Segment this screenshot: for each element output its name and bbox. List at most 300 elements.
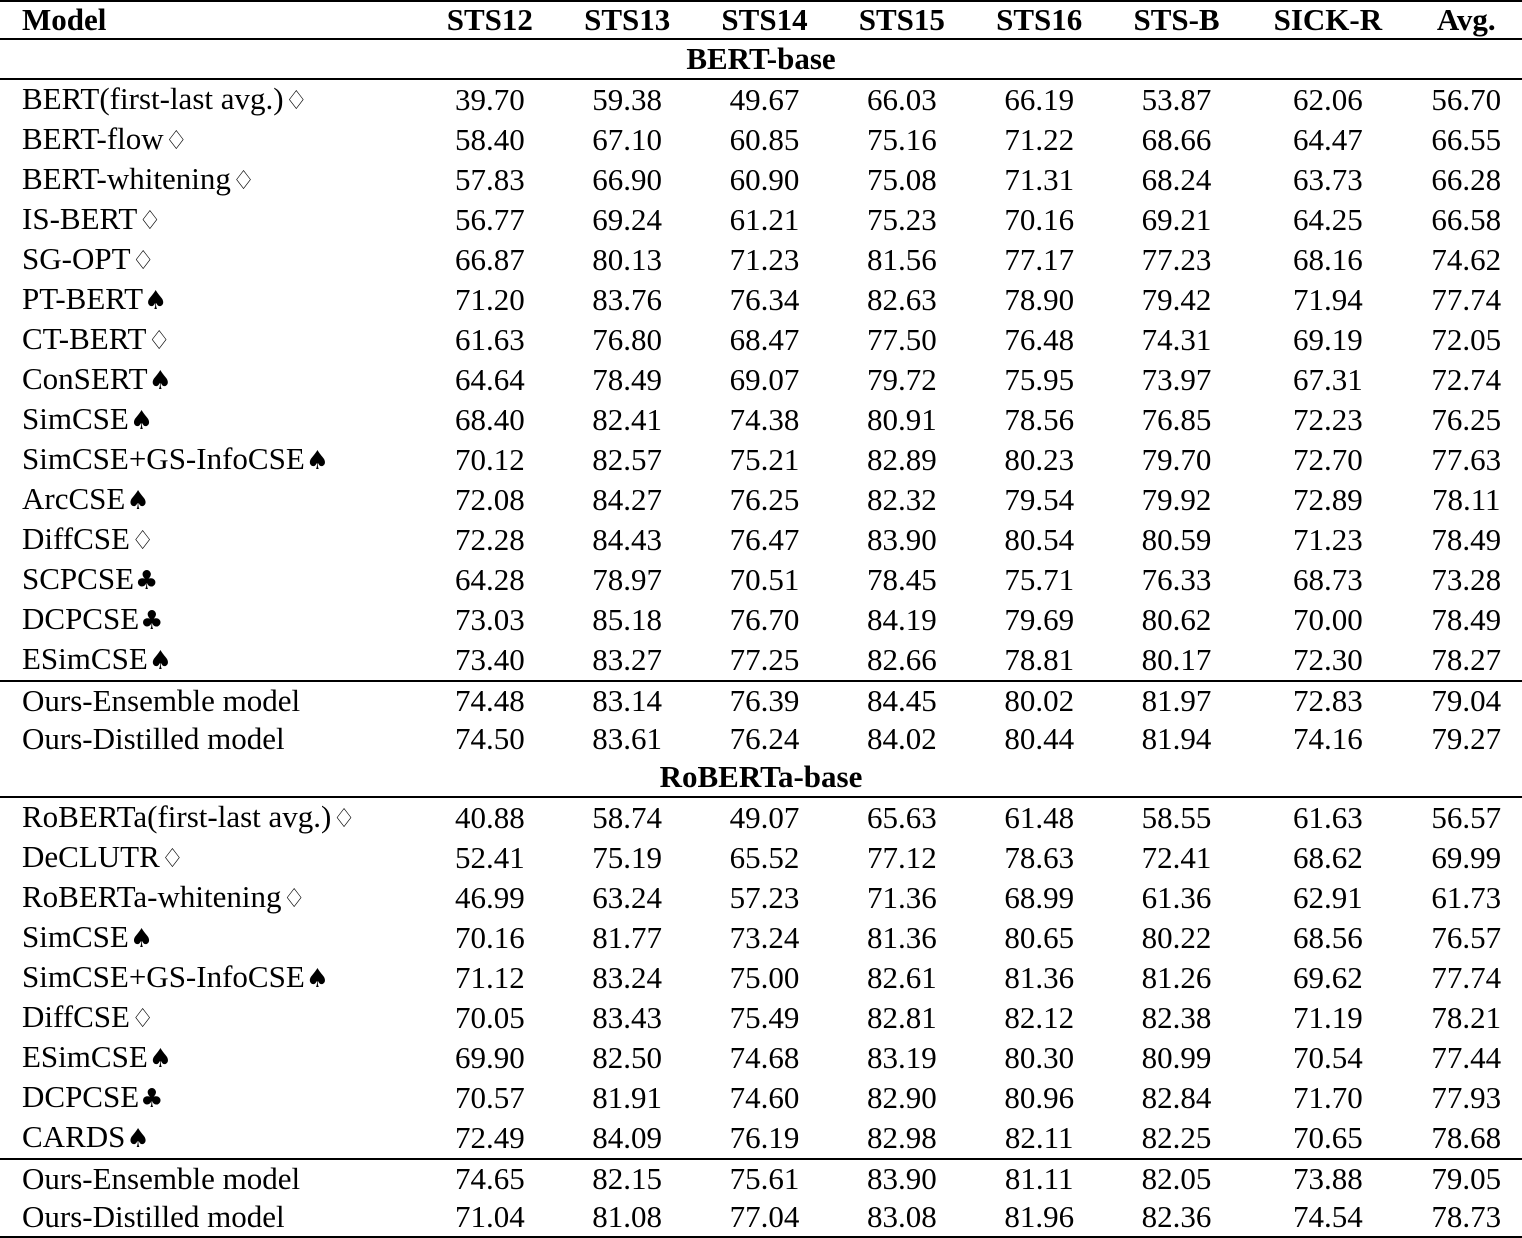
value-cell: 60.85: [729, 122, 800, 157]
value-cell: 72.74: [1431, 362, 1502, 397]
value-cell: 78.11: [1431, 482, 1501, 517]
value-cell: 74.48: [421, 681, 558, 720]
spade-icon: ♠: [305, 964, 330, 994]
model-cell: [0, 360, 421, 400]
value-cell: 81.94: [1141, 721, 1212, 756]
model-name: CARDS: [22, 1119, 126, 1154]
value-cell: 82.38: [1141, 1000, 1212, 1035]
value-cell: 58.55: [1141, 800, 1212, 835]
spade-icon: ♠: [126, 1124, 150, 1154]
value-cell: 76.48: [1004, 322, 1075, 357]
value-cell: 71.36: [866, 880, 937, 915]
value-cell: 63.24: [592, 880, 663, 915]
value-cell: 77.93: [1431, 1080, 1502, 1115]
value-cell: 72.08: [454, 482, 525, 517]
table-row: [0, 878, 1522, 918]
value-cell: 61.48: [1004, 800, 1075, 835]
value-cell: 82.61: [866, 960, 937, 995]
value-cell: 83.90: [833, 1159, 970, 1198]
model-name: Ours-Ensemble model: [0, 681, 421, 720]
value-cell: 69.21: [1141, 202, 1212, 237]
value-cell: 69.99: [1431, 840, 1502, 875]
diamond-outline-icon: ♢: [130, 1004, 155, 1034]
value-cell: 53.87: [1141, 82, 1212, 117]
model-name: BERT(first-last avg.): [22, 81, 284, 116]
value-cell: 72.89: [1292, 482, 1363, 517]
value-cell: 81.56: [866, 242, 937, 277]
value-cell: 70.57: [454, 1080, 525, 1115]
column-header-sts14: STS14: [696, 1, 833, 39]
diamond-outline-icon: ♢: [147, 326, 171, 356]
value-cell: 77.25: [729, 642, 800, 677]
value-cell: 84.43: [592, 522, 663, 557]
value-cell: 75.71: [1004, 562, 1075, 597]
column-header-avg: Avg.: [1410, 1, 1522, 39]
value-cell: 82.41: [592, 402, 663, 437]
spade-icon: ♠: [126, 486, 150, 516]
model-cell: [0, 640, 421, 681]
value-cell: 77.17: [1004, 242, 1075, 277]
value-cell: 72.49: [454, 1120, 525, 1155]
value-cell: 71.12: [454, 960, 525, 995]
value-cell: 80.59: [1141, 522, 1212, 557]
value-cell: 71.31: [1004, 162, 1075, 197]
value-cell: 80.23: [1004, 442, 1075, 477]
column-header-sts15: STS15: [833, 1, 970, 39]
value-cell: 76.25: [729, 482, 800, 517]
value-cell: 71.70: [1292, 1080, 1363, 1115]
model-name: Ours-Ensemble model: [0, 1159, 421, 1198]
model-cell: [0, 480, 421, 520]
value-cell: 39.70: [454, 82, 525, 117]
value-cell: 74.65: [421, 1159, 558, 1198]
value-cell: 74.62: [1431, 242, 1502, 277]
model-name: ESimCSE: [22, 1039, 148, 1074]
value-cell: 72.23: [1292, 402, 1363, 437]
club-icon: ♣: [140, 1084, 164, 1114]
value-cell: 80.96: [1004, 1080, 1075, 1115]
table-row: [0, 958, 1522, 998]
table-row: [0, 1078, 1522, 1118]
table-row: [0, 797, 1522, 838]
value-cell: 82.98: [866, 1120, 937, 1155]
value-cell: 76.24: [729, 721, 800, 756]
value-cell: 61.63: [454, 322, 525, 357]
value-cell: 46.99: [454, 880, 525, 915]
ours-row: [0, 681, 1522, 720]
model-name: ESimCSE: [22, 641, 148, 676]
model-cell: [0, 560, 421, 600]
value-cell: 78.68: [1431, 1120, 1502, 1155]
model-cell: [0, 958, 421, 998]
value-cell: 80.62: [1141, 602, 1212, 637]
model-name: BERT-whitening: [22, 161, 231, 196]
value-cell: 77.74: [1431, 960, 1502, 995]
value-cell: 83.14: [559, 681, 696, 720]
value-cell: 78.21: [1431, 1000, 1502, 1035]
value-cell: 70.00: [1292, 602, 1363, 637]
value-cell: 73.24: [729, 920, 800, 955]
value-cell: 70.54: [1292, 1040, 1363, 1075]
table-row: [0, 1118, 1522, 1159]
value-cell: 77.50: [866, 322, 937, 357]
value-cell: 81.96: [971, 1198, 1108, 1237]
model-name: DeCLUTR: [22, 839, 160, 874]
value-cell: 72.28: [454, 522, 525, 557]
value-cell: 77.23: [1141, 242, 1212, 277]
value-cell: 56.70: [1431, 82, 1502, 117]
value-cell: 73.88: [1245, 1159, 1410, 1198]
value-cell: 82.32: [866, 482, 937, 517]
value-cell: 81.08: [559, 1198, 696, 1237]
spade-icon: ♠: [305, 446, 330, 476]
value-cell: 79.69: [1004, 602, 1075, 637]
value-cell: 58.40: [454, 122, 525, 157]
value-cell: 79.42: [1141, 282, 1212, 317]
value-cell: 78.49: [1431, 522, 1502, 557]
value-cell: 78.97: [592, 562, 663, 597]
value-cell: 69.07: [729, 362, 800, 397]
value-cell: 69.24: [592, 202, 663, 237]
value-cell: 76.19: [729, 1120, 800, 1155]
value-cell: 74.31: [1141, 322, 1212, 357]
value-cell: 49.67: [729, 82, 800, 117]
value-cell: 65.52: [729, 840, 800, 875]
value-cell: 75.00: [729, 960, 800, 995]
value-cell: 75.19: [592, 840, 663, 875]
value-cell: 78.45: [866, 562, 937, 597]
value-cell: 68.99: [1004, 880, 1075, 915]
value-cell: 79.27: [1431, 721, 1502, 756]
value-cell: 84.19: [866, 602, 937, 637]
ours-row: [0, 1159, 1522, 1198]
value-cell: 82.66: [866, 642, 937, 677]
value-cell: 83.24: [592, 960, 663, 995]
value-cell: 59.38: [592, 82, 663, 117]
spade-icon: ♠: [148, 366, 172, 396]
value-cell: 76.33: [1141, 562, 1212, 597]
value-cell: 68.62: [1292, 840, 1363, 875]
value-cell: 76.47: [729, 522, 800, 557]
column-header-stsb: STS-B: [1108, 1, 1245, 39]
value-cell: 80.44: [1004, 721, 1075, 756]
value-cell: 70.16: [1004, 202, 1075, 237]
model-name: SimCSE: [22, 401, 129, 436]
value-cell: 80.99: [1141, 1040, 1212, 1075]
value-cell: 77.63: [1431, 442, 1502, 477]
value-cell: 81.36: [866, 920, 937, 955]
model-cell: [0, 200, 421, 240]
model-cell: [0, 600, 421, 640]
diamond-outline-icon: ♢: [332, 804, 356, 834]
value-cell: 64.64: [454, 362, 525, 397]
value-cell: 81.77: [592, 920, 663, 955]
model-cell: [0, 797, 421, 838]
value-cell: 72.05: [1431, 322, 1502, 357]
value-cell: 78.49: [1431, 602, 1502, 637]
column-header-sts13: STS13: [559, 1, 696, 39]
value-cell: 82.90: [866, 1080, 937, 1115]
club-icon: ♣: [135, 566, 159, 596]
model-name: SG-OPT: [22, 241, 131, 276]
value-cell: 81.11: [971, 1159, 1108, 1198]
value-cell: 79.70: [1141, 442, 1212, 477]
value-cell: 83.19: [866, 1040, 937, 1075]
value-cell: 74.60: [729, 1080, 800, 1115]
value-cell: 60.90: [729, 162, 800, 197]
value-cell: 62.06: [1292, 82, 1363, 117]
table-row: [0, 280, 1522, 320]
value-cell: 78.81: [1004, 642, 1075, 677]
value-cell: 82.50: [592, 1040, 663, 1075]
value-cell: 80.65: [1004, 920, 1075, 955]
value-cell: 72.83: [1245, 681, 1410, 720]
value-cell: 78.90: [1004, 282, 1075, 317]
value-cell: 66.55: [1431, 122, 1502, 157]
value-cell: 66.19: [1004, 82, 1075, 117]
section-title: RoBERTa-base: [0, 758, 1522, 797]
table-row: [0, 440, 1522, 480]
value-cell: 64.47: [1292, 122, 1363, 157]
value-cell: 76.39: [696, 681, 833, 720]
value-cell: 66.90: [592, 162, 663, 197]
value-cell: 64.25: [1292, 202, 1363, 237]
model-name: DCPCSE: [22, 601, 140, 636]
value-cell: 75.95: [1004, 362, 1075, 397]
value-cell: 82.81: [866, 1000, 937, 1035]
model-name: DiffCSE: [22, 521, 130, 556]
value-cell: 81.97: [1108, 681, 1245, 720]
value-cell: 69.19: [1292, 322, 1363, 357]
ours-row: [0, 1198, 1522, 1237]
value-cell: 61.21: [729, 202, 800, 237]
model-cell: [0, 240, 421, 280]
value-cell: 84.27: [592, 482, 663, 517]
value-cell: 57.23: [729, 880, 800, 915]
value-cell: 70.12: [454, 442, 525, 477]
value-cell: 58.74: [592, 800, 663, 835]
value-cell: 72.30: [1292, 642, 1363, 677]
value-cell: 78.27: [1431, 642, 1502, 677]
diamond-outline-icon: ♢: [130, 526, 155, 556]
value-cell: 62.91: [1292, 880, 1363, 915]
value-cell: 66.03: [866, 82, 937, 117]
value-cell: 66.58: [1431, 202, 1502, 237]
value-cell: 67.10: [592, 122, 663, 157]
model-cell: [0, 280, 421, 320]
value-cell: 61.63: [1292, 800, 1363, 835]
value-cell: 64.28: [454, 562, 525, 597]
value-cell: 83.43: [592, 1000, 663, 1035]
diamond-outline-icon: ♢: [160, 844, 185, 874]
diamond-outline-icon: ♢: [164, 126, 188, 156]
value-cell: 80.91: [866, 402, 937, 437]
value-cell: 77.04: [696, 1198, 833, 1237]
value-cell: 77.74: [1431, 282, 1502, 317]
spade-icon: ♠: [129, 924, 154, 954]
value-cell: 85.18: [592, 602, 663, 637]
value-cell: 67.31: [1292, 362, 1363, 397]
value-cell: 78.63: [1004, 840, 1075, 875]
value-cell: 84.02: [866, 721, 937, 756]
value-cell: 74.16: [1292, 721, 1363, 756]
value-cell: 78.56: [1004, 402, 1075, 437]
model-cell: [0, 1118, 421, 1159]
value-cell: 82.36: [1108, 1198, 1245, 1237]
value-cell: 57.83: [454, 162, 525, 197]
column-header-sts12: STS12: [421, 1, 558, 39]
value-cell: 80.22: [1141, 920, 1212, 955]
model-name: SimCSE+GS-InfoCSE: [22, 441, 305, 476]
value-cell: 71.94: [1292, 282, 1363, 317]
value-cell: 71.23: [1292, 522, 1363, 557]
model-name: IS-BERT: [22, 201, 138, 236]
diamond-outline-icon: ♢: [231, 166, 256, 196]
model-cell: [0, 160, 421, 200]
value-cell: 84.09: [592, 1120, 663, 1155]
value-cell: 71.20: [454, 282, 525, 317]
value-cell: 72.70: [1292, 442, 1363, 477]
value-cell: 75.49: [729, 1000, 800, 1035]
value-cell: 79.04: [1410, 681, 1522, 720]
value-cell: 73.03: [454, 602, 525, 637]
value-cell: 83.61: [592, 721, 663, 756]
value-cell: 77.12: [866, 840, 937, 875]
model-cell: [0, 998, 421, 1038]
value-cell: 82.84: [1141, 1080, 1212, 1115]
column-header-model: Model: [0, 1, 421, 39]
value-cell: 68.73: [1292, 562, 1363, 597]
table-row: [0, 320, 1522, 360]
value-cell: 81.26: [1141, 960, 1212, 995]
value-cell: 68.40: [454, 402, 525, 437]
table-row: [0, 360, 1522, 400]
section-header-row: [0, 758, 1522, 797]
value-cell: 76.57: [1431, 920, 1502, 955]
value-cell: 73.40: [454, 642, 525, 677]
value-cell: 74.54: [1245, 1198, 1410, 1237]
club-icon: ♣: [140, 606, 164, 636]
table-row: [0, 480, 1522, 520]
diamond-outline-icon: ♢: [131, 246, 155, 276]
value-cell: 79.92: [1141, 482, 1212, 517]
model-name: RoBERTa(first-last avg.): [22, 799, 332, 834]
value-cell: 61.36: [1141, 880, 1212, 915]
value-cell: 75.08: [866, 162, 937, 197]
model-cell: [0, 1078, 421, 1118]
value-cell: 78.49: [592, 362, 663, 397]
table-row: [0, 600, 1522, 640]
spade-icon: ♠: [129, 406, 154, 436]
spade-icon: ♠: [148, 1044, 173, 1074]
value-cell: 56.77: [454, 202, 525, 237]
spade-icon: ♠: [148, 646, 173, 676]
value-cell: 74.50: [454, 721, 525, 756]
table-row: [0, 240, 1522, 280]
model-name: SimCSE+GS-InfoCSE: [22, 959, 305, 994]
model-name: DCPCSE: [22, 1079, 140, 1114]
section-header-row: [0, 39, 1522, 79]
table-row: [0, 838, 1522, 878]
value-cell: 84.45: [833, 681, 970, 720]
table-row: [0, 998, 1522, 1038]
value-cell: 79.54: [1004, 482, 1075, 517]
model-cell: [0, 838, 421, 878]
value-cell: 82.89: [866, 442, 937, 477]
value-cell: 75.21: [729, 442, 800, 477]
value-cell: 76.70: [729, 602, 800, 637]
table-row: [0, 918, 1522, 958]
value-cell: 79.72: [866, 362, 937, 397]
column-header-sickr: SICK-R: [1245, 1, 1410, 39]
value-cell: 82.15: [559, 1159, 696, 1198]
value-cell: 75.23: [866, 202, 937, 237]
model-name: PT-BERT: [22, 281, 144, 316]
value-cell: 61.73: [1431, 880, 1502, 915]
spade-icon: ♠: [144, 286, 168, 316]
table-row: [0, 640, 1522, 681]
value-cell: 70.65: [1292, 1120, 1363, 1155]
value-cell: 63.73: [1292, 162, 1363, 197]
value-cell: 83.08: [833, 1198, 970, 1237]
value-cell: 83.27: [592, 642, 663, 677]
table-body: [0, 39, 1522, 1237]
value-cell: 78.73: [1410, 1198, 1522, 1237]
value-cell: 76.85: [1141, 402, 1212, 437]
value-cell: 80.02: [971, 681, 1108, 720]
header-row: [0, 1, 1522, 39]
model-cell: [0, 120, 421, 160]
model-name: CT-BERT: [22, 321, 147, 356]
value-cell: 71.22: [1004, 122, 1075, 157]
table-row: [0, 560, 1522, 600]
value-cell: 71.23: [729, 242, 800, 277]
value-cell: 80.13: [592, 242, 663, 277]
model-name: Ours-Distilled model: [22, 721, 285, 756]
model-name: SCPCSE: [22, 561, 135, 596]
model-name: DiffCSE: [22, 999, 130, 1034]
value-cell: 81.91: [592, 1080, 663, 1115]
table-row: [0, 200, 1522, 240]
value-cell: 66.87: [454, 242, 525, 277]
value-cell: 69.62: [1292, 960, 1363, 995]
value-cell: 74.68: [729, 1040, 800, 1075]
diamond-outline-icon: ♢: [282, 884, 306, 914]
value-cell: 70.05: [454, 1000, 525, 1035]
value-cell: 68.24: [1141, 162, 1212, 197]
value-cell: 80.17: [1141, 642, 1212, 677]
value-cell: 49.07: [729, 800, 800, 835]
model-cell: [0, 918, 421, 958]
value-cell: 56.57: [1431, 800, 1502, 835]
table-row: [0, 400, 1522, 440]
table-row: [0, 79, 1522, 120]
model-cell: [0, 520, 421, 560]
column-header-sts16: STS16: [971, 1, 1108, 39]
model-name: BERT-flow: [22, 121, 164, 156]
model-cell: [0, 878, 421, 918]
value-cell: 68.47: [729, 322, 800, 357]
value-cell: 82.25: [1141, 1120, 1212, 1155]
value-cell: 82.11: [1004, 1120, 1074, 1155]
value-cell: 70.16: [454, 920, 525, 955]
value-cell: 68.56: [1292, 920, 1363, 955]
model-name: ArcCSE: [22, 481, 126, 516]
value-cell: 83.90: [866, 522, 937, 557]
value-cell: 75.61: [696, 1159, 833, 1198]
value-cell: 74.38: [729, 402, 800, 437]
value-cell: 81.36: [1004, 960, 1075, 995]
